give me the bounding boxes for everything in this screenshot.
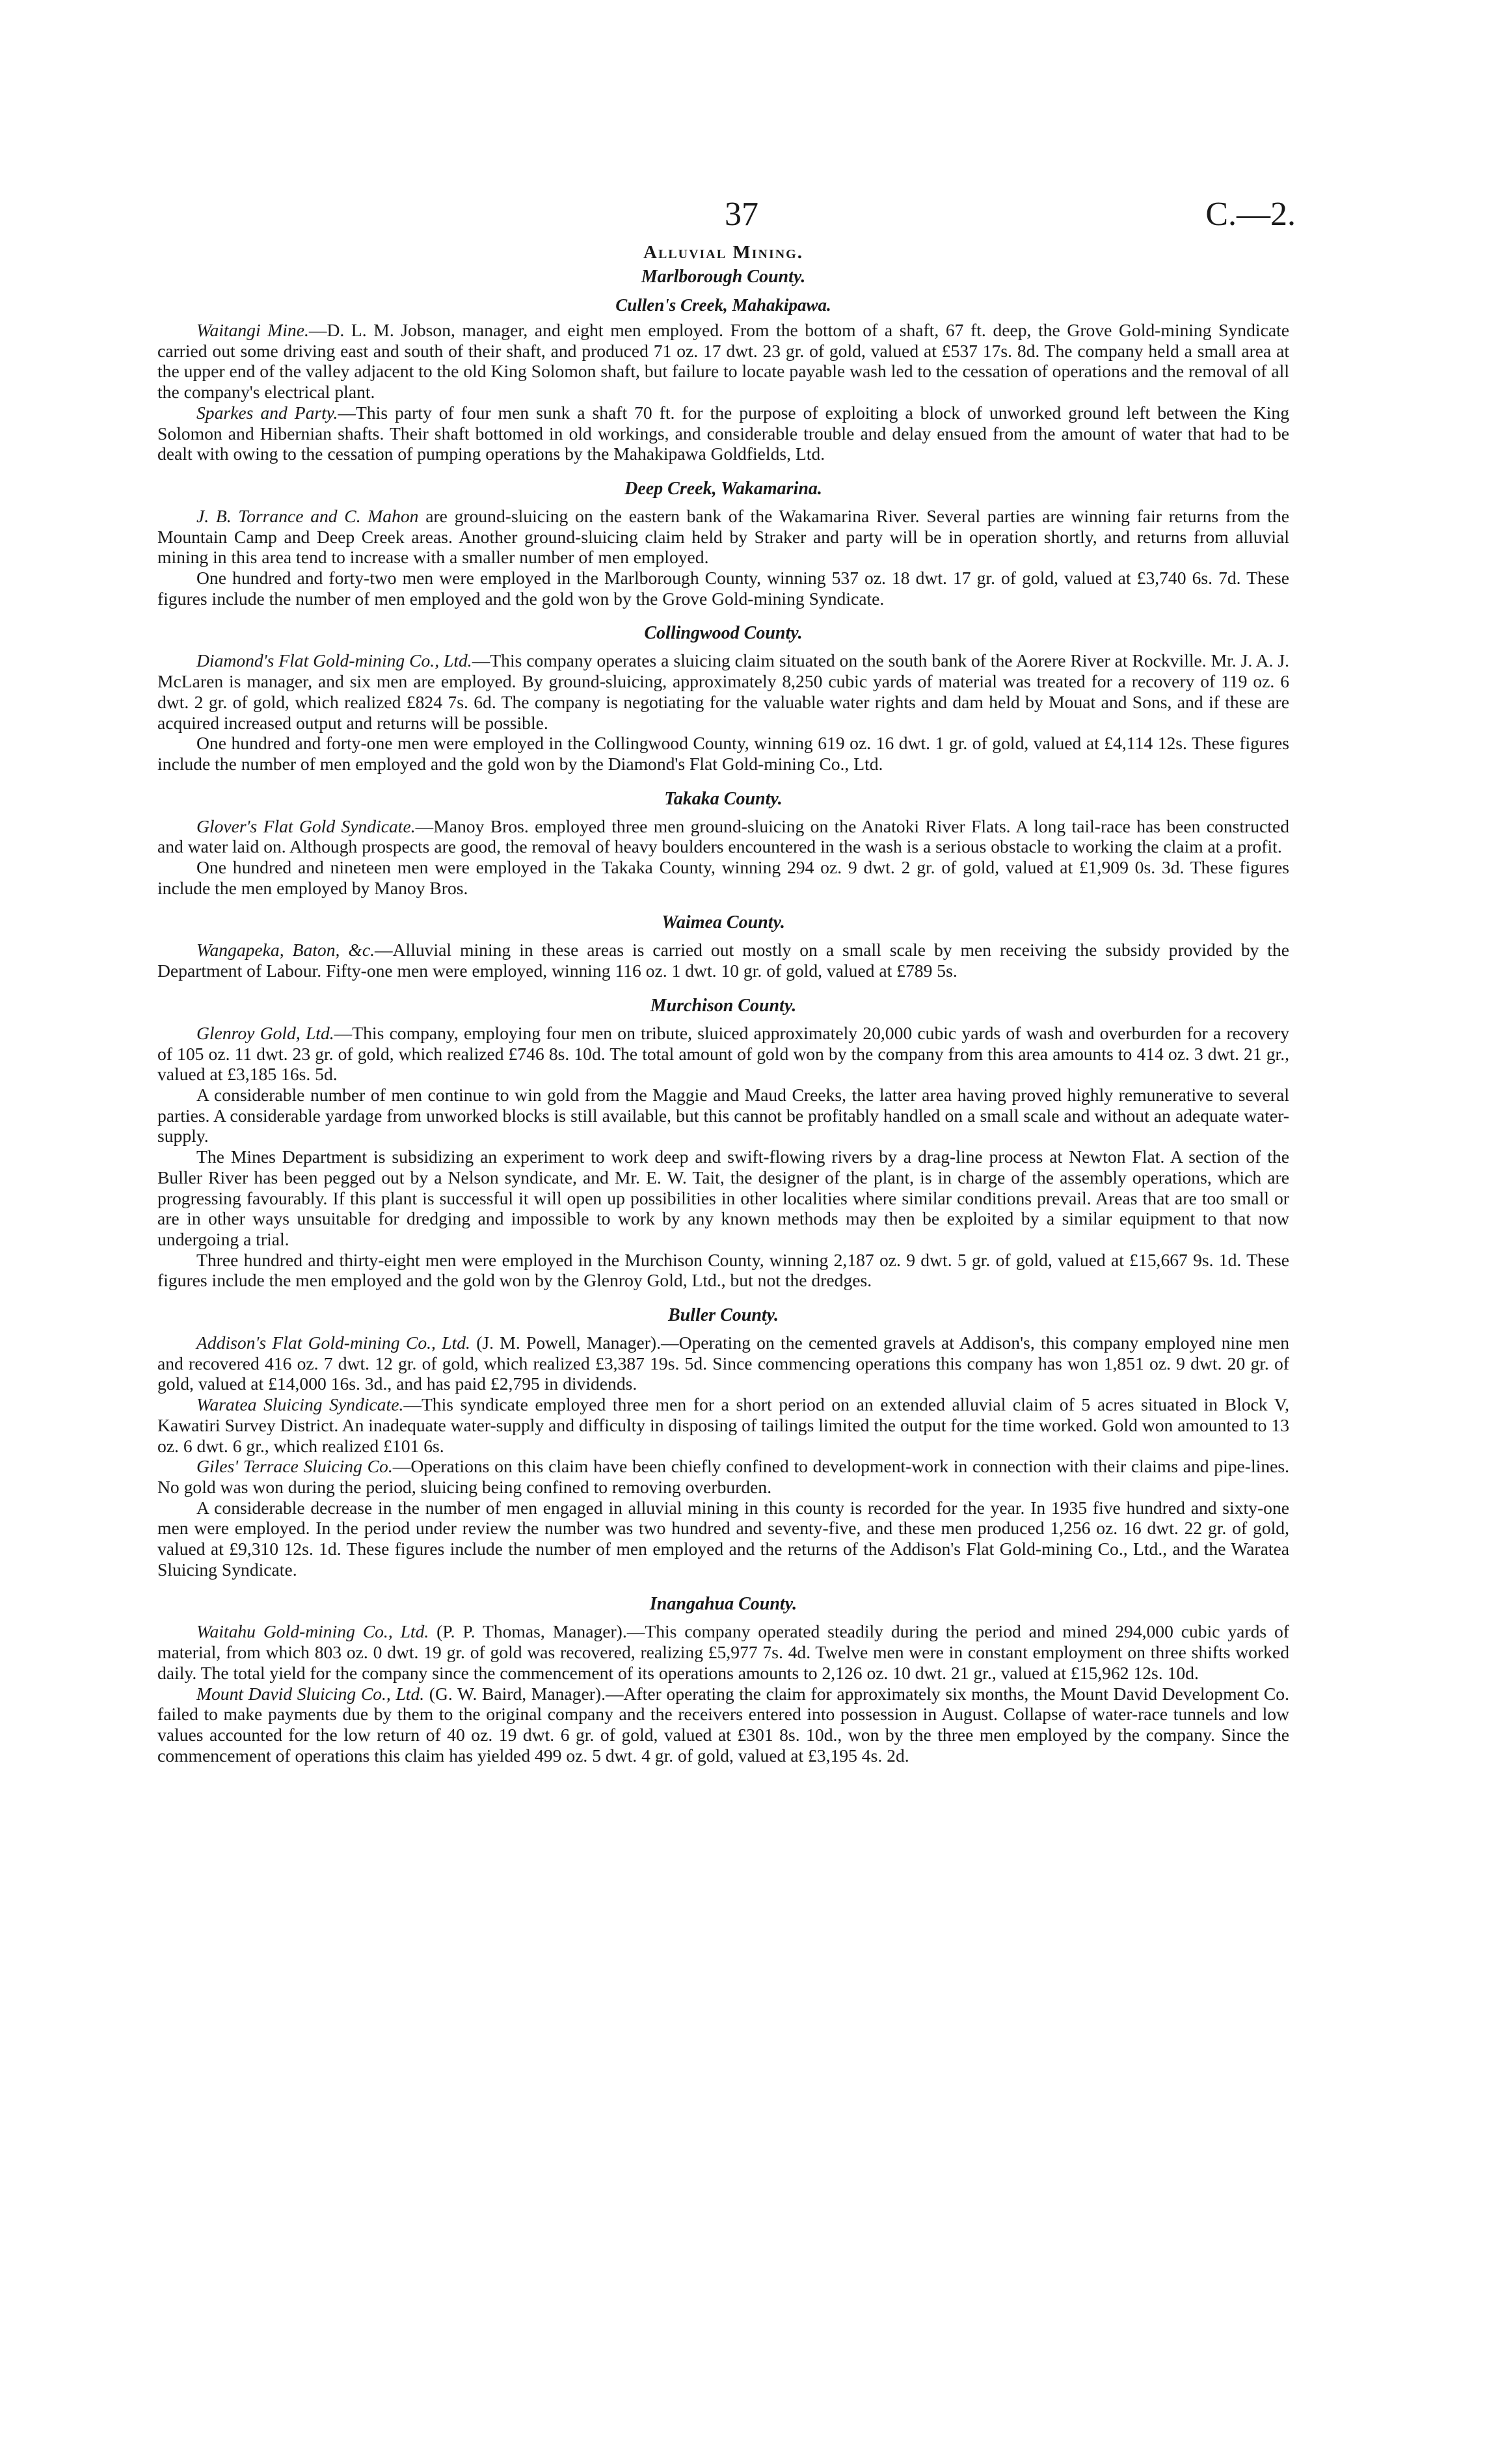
paragraph xyxy=(157,650,1289,733)
paragraph xyxy=(157,1146,1289,1250)
paragraph-text: (G. W. Baird, Manager).—After operating the claim for approximately six months, the Mount David Development Co. failed to make payments due by them to the original company and the receivers entered into possession in August. Collapse of water-race tunnels and low values accounted for the low return of 40 oz. 19 dwt. 6 gr. of gold, valued at £301 8s. 10d., won by the three men employed by the company. Since the commencement of operations this claim has yielded 499 oz. 5 dwt. 4 gr. of gold, valued at £3,195 4s. 2d. xyxy=(157,1683,1289,1766)
paragraph xyxy=(157,1332,1289,1394)
section-title: Inangahua County. xyxy=(649,1594,797,1615)
paragraph xyxy=(157,1498,1289,1580)
paragraph-text: —D. L. M. Jobson, manager, and eight men employed. From the bottom of a shaft, 67 ft. deep, the Grove Gold-mining Syndicate carried out some driving east and south of their shaft, and produced 71 oz. 17 dwt. 23 gr. of gold, valued at £537 17s. 8d. The company held a small area at the upper end of the valley adjacent to the old King Solomon shaft, but failure to locate payable wash led to the cessation of operations and the removal of all the company's electrical plant. xyxy=(157,320,1289,403)
paragraph xyxy=(157,1684,1289,1766)
paragraph xyxy=(157,1085,1289,1146)
county-section xyxy=(157,265,1289,464)
county-section xyxy=(157,911,1289,981)
paragraph-lead: J. B. Torrance and C. Mahon xyxy=(196,505,419,526)
sections xyxy=(157,265,1289,1766)
county-section xyxy=(157,994,1289,1291)
paragraph xyxy=(157,1456,1289,1497)
paragraph-lead: Glover's Flat Gold Syndicate. xyxy=(196,815,416,836)
paragraph xyxy=(157,1023,1289,1085)
paragraph xyxy=(157,816,1289,857)
paragraph xyxy=(157,506,1289,568)
paragraph-text: —Alluvial mining in these areas is carried out mostly on a small scale by men receiving the subsidy provided by the Department of Labour. Fifty-one men were employed, winning 116 oz. 1 dwt. 10 gr. of gold, valued at £789 5s. xyxy=(157,940,1289,981)
paragraph-text: —This party of four men sunk a shaft 70 ft. for the purpose of exploiting a block of unworked ground left between the King Solomon and Hibernian shafts. Their shaft bottomed in old workings, and considerable trouble and delay ensued from the amount of water that had to be dealt with owing to the cessation of pumping operations by the Mahakipawa Goldfields, Ltd. xyxy=(157,402,1289,464)
paragraph-lead: Waitahu Gold-mining Co., Ltd. xyxy=(196,1621,429,1642)
paragraph-text: One hundred and forty-two men were employed in the Marlborough County, winning 537 oz. 18 dwt. 17 gr. of gold, valued at £3,740 6s. 7d. These figures include the number of men employed and the gold won by the Grove Gold-mining Syndicate. xyxy=(157,568,1289,609)
paragraph-text: are ground-sluicing on the eastern bank of the Wakamarina River. Several parties are winning fair returns from the Mountain Camp and Deep Creek areas. Another ground-sluicing claim held by Straker and party will be in operation shortly, and returns from alluvial mining in this area tend to increase with a smaller number of men employed. xyxy=(157,505,1289,568)
main-heading: Alluvial Mining. xyxy=(643,242,803,263)
paragraph-text: —Manoy Bros. employed three men ground-sluicing on the Anatoki River Flats. A long tail-race has been constructed and water laid on. Although prospects are good, the removal of heavy boulders encountered in the wash is a serious obstacle to working the claim at a profit. xyxy=(157,815,1289,857)
paragraph-text: Three hundred and thirty-eight men were employed in the Murchison County, winning 2,187 oz. 9 dwt. 5 gr. of gold, valued at £15,667 9s. 1d. These figures include the men employed and the gold won by the Glenroy Gold, Ltd., but not the dredges. xyxy=(157,1249,1289,1291)
paragraph-text: —Operations on this claim have been chiefly confined to development-work in connection with their claims and pipe-lines. No gold was won during the period, sluicing being confined to removing overburden. xyxy=(157,1456,1289,1497)
paragraph-text: —This syndicate employed three men for a short period on an extended alluvial claim of 5 acres situated in Block V, Kawatiri Survey District. An inadequate water-supply and difficulty in disposing of tailings limited the output for the time worked. Gold won amounted to 13 oz. 6 dwt. 6 gr., which realized £101 6s. xyxy=(157,1394,1289,1456)
paragraph-lead: Mount David Sluicing Co., Ltd. xyxy=(196,1683,425,1704)
page-number: 37 xyxy=(725,196,758,233)
paragraph-text: A considerable decrease in the number of men engaged in alluvial mining in this county is recorded for the year. In 1935 five hundred and sixty-one men were employed. In the period under review the number was two hundred and seventy-five, and these men produced 1,256 oz. 16 dwt. 22 gr. of gold, valued at £9,310 12s. 1d. These figures include the number of men employed and the returns of the Addison's Flat Gold-mining Co., Ltd., and the Waratea Sluicing Syndicate. xyxy=(157,1497,1289,1580)
paragraph-text: (P. P. Thomas, Manager).—This company operated steadily during the period and mined 294,000 cubic yards of material, from which 803 oz. 0 dwt. 19 gr. of gold was recovered, realizing £5,977 7s. 4d. Twelve men were in constant employment on three shifts worked daily. The total yield for the company since the commencement of its operations amounts to 2,126 oz. 10 dwt. 21 gr., valued at £15,962 12s. 10d. xyxy=(157,1621,1289,1683)
paragraph xyxy=(157,940,1289,981)
document-code: C.—2. xyxy=(1205,196,1296,233)
section-title: Deep Creek, Wakamarina. xyxy=(624,478,822,499)
paragraph-text: (J. M. Powell, Manager).—Operating on the cemented gravels at Addison's, this company employed nine men and recovered 416 oz. 7 dwt. 12 gr. of gold, which realized £3,387 19s. 5d. Since commencing operations this company has won 1,851 oz. 9 dwt. 20 gr. of gold, valued at £14,000 16s. 3d., and has paid £2,795 in dividends. xyxy=(157,1332,1290,1394)
county-section xyxy=(157,477,1289,609)
paragraph-text: —This company, employing four men on tribute, sluiced approximately 20,000 cubic yards of wash and overburden for a recovery of 105 oz. 11 dwt. 23 gr. of gold, which realized £746 8s. 10d. The total amount of gold won by the company from this area amounts to 414 oz. 3 dwt. 21 gr., valued at £3,185 16s. 5d. xyxy=(157,1022,1289,1085)
county-section xyxy=(157,622,1289,774)
county-section xyxy=(157,1304,1289,1580)
paragraph xyxy=(157,733,1289,774)
paragraph xyxy=(157,568,1289,609)
paragraph xyxy=(157,1621,1289,1683)
paragraph-lead: Diamond's Flat Gold-mining Co., Ltd. xyxy=(196,650,472,671)
section-title: Murchison County. xyxy=(650,995,797,1016)
section-title: Waimea County. xyxy=(662,912,785,933)
paragraph-text: —This company operates a sluicing claim situated on the south bank of the Aorere River at Rockville. Mr. J. A. J. McLaren is manager, and six men are employed. By ground-sluicing, approximately 8,250 cubic yards of material was treated for a recovery of 119 oz. 6 dwt. 2 gr. of gold, which realized £824 7s. 6d. The company is negotiating for the valuable water rights and dam held by Mouat and Sons, and if these are acquired increased output and returns will be possible. xyxy=(157,650,1289,733)
county-section xyxy=(157,788,1289,899)
paragraph xyxy=(157,1250,1289,1291)
paragraph-lead: Glenroy Gold, Ltd. xyxy=(196,1022,334,1043)
section-title: Takaka County. xyxy=(664,788,783,809)
paragraph xyxy=(157,1394,1289,1456)
paragraph-lead: Waratea Sluicing Syndicate. xyxy=(196,1394,404,1415)
section-title: Collingwood County. xyxy=(644,623,803,644)
paragraph-text: One hundred and nineteen men were employed in the Takaka County, winning 294 oz. 9 dwt. 2 gr. of gold, valued at £1,909 0s. 3d. These figures include the men employed by Manoy Bros. xyxy=(157,857,1289,898)
section-title: Buller County. xyxy=(667,1305,779,1326)
paragraph-lead: Sparkes and Party. xyxy=(196,402,338,423)
paragraph xyxy=(157,403,1289,464)
subsection-title: Cullen's Creek, Mahakipawa. xyxy=(615,295,831,315)
paragraph xyxy=(157,857,1289,898)
county-section xyxy=(157,1593,1289,1766)
paragraph-lead: Giles' Terrace Sluicing Co. xyxy=(196,1456,393,1477)
paragraph-text: A considerable number of men continue to win gold from the Maggie and Maud Creeks, the latter area having proved highly remunerative to several parties. A considerable yardage from unworked blocks is still available, but this cannot be profitably handled on a small scale and without an adequate water-supply. xyxy=(157,1084,1289,1146)
paragraph xyxy=(157,320,1289,403)
paragraph-text: One hundred and forty-one men were employed in the Collingwood County, winning 619 oz. 16 dwt. 1 gr. of gold, valued at £4,114 12s. These figures include the number of men employed and the gold won by the Diamond's Flat Gold-mining Co., Ltd. xyxy=(157,733,1289,774)
page-body xyxy=(157,239,1289,1766)
paragraph-text: The Mines Department is subsidizing an experiment to work deep and swift-flowing rivers by a drag-line process at Newton Flat. A section of the Buller River has been pegged out by a Nelson syndicate, and Mr. E. W. Tait, the designer of the plant, is in charge of the assembly operations, which are progressing favourably. If this plant is successful it will open up possibilities in other localities where similar conditions prevail. Areas that are too small or are in other ways unsuitable for dredging and impossible to work by any known methods may then be exploited by a similar equipment to that now undergoing a trial. xyxy=(157,1146,1289,1249)
paragraph-lead: Waitangi Mine. xyxy=(196,320,309,340)
paragraph-lead: Addison's Flat Gold-mining Co., Ltd. xyxy=(196,1332,470,1353)
section-title: Marlborough County. xyxy=(641,267,806,287)
paragraph-lead: Wangapeka, Baton, &c. xyxy=(196,940,375,960)
